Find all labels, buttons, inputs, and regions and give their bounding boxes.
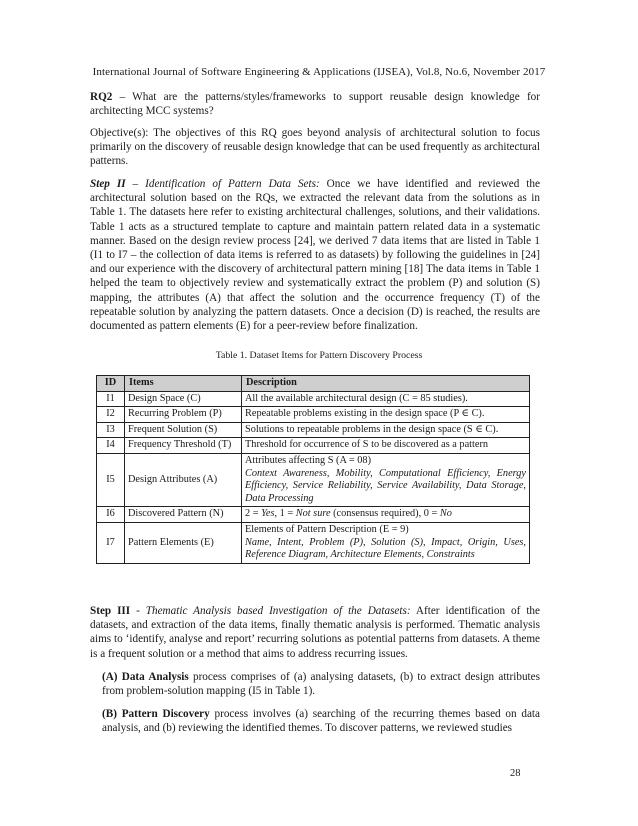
- desc-part: 2 =: [245, 508, 262, 520]
- row-id: I2: [97, 407, 125, 423]
- objective-paragraph: Objective(s): The objectives of this RQ goes beyond analysis of architectural solution to focus primarily on the discovery of reusable design knowledge that can be used frequently as architectural patterns.: [90, 127, 540, 168]
- rq2-text: – What are the patterns/styles/frameworks to support reusable design knowledge for architecting MCC systems?: [90, 91, 540, 118]
- header-description: Description: [242, 376, 530, 392]
- item-a-text: process comprises of (a) analysing datasets, (b) to extract design attributes from problem-solution mapping (I5 in Table 1).: [102, 671, 540, 698]
- desc-part-italic: No: [439, 508, 452, 520]
- journal-header: International Journal of Software Engineering & Applications (IJSEA), Vol.8, No.6, November 2017: [92, 66, 546, 78]
- desc-part-italic: Not sure: [295, 508, 331, 520]
- row-id: I4: [97, 438, 125, 454]
- row-description: Repeatable problems existing in the design space (P ∈ C).: [242, 407, 530, 423]
- step3-text: After identification of the datasets, and extraction of the data items, finally thematic analysis is performed. Thematic analysis aims to ‘identify, analyse and report’ recurring solutions as potential patterns from datasets. A theme is a frequent solution or a method that aims to address recurring issues.: [90, 605, 540, 660]
- step2-title: – Identification of Pattern Data Sets:: [125, 178, 320, 190]
- list-item-b: [102, 707, 540, 735]
- table-caption: Table 1. Dataset Items for Pattern Discovery Process: [215, 350, 423, 361]
- row-item: Frequency Threshold (T): [125, 438, 242, 454]
- header-id: ID: [97, 376, 125, 392]
- row-item: Pattern Elements (E): [125, 522, 242, 563]
- desc-part: , 1 =: [274, 508, 296, 520]
- desc-part-italic: Yes: [261, 508, 275, 520]
- row-id: I6: [97, 507, 125, 523]
- table-row: [97, 507, 530, 523]
- row-description: [242, 507, 530, 523]
- row-description: Threshold for occurrence of S to be discovered as a pattern: [242, 438, 530, 454]
- table-header-row: [97, 376, 530, 392]
- table-row: [97, 438, 530, 454]
- step2-paragraph: [90, 177, 540, 333]
- row-description: Solutions to repeatable problems in the design space (S ∈ C).: [242, 422, 530, 438]
- step2-label: Step II: [90, 178, 126, 190]
- item-a-label: (A) Data Analysis: [102, 671, 189, 683]
- row-item: Discovered Pattern (N): [125, 507, 242, 523]
- row-item: Recurring Problem (P): [125, 407, 242, 423]
- desc-part: (consensus required), 0 =: [330, 508, 440, 520]
- list-item-a: [102, 670, 540, 698]
- step3-paragraph: [90, 604, 540, 661]
- item-b-label: (B) Pattern Discovery: [102, 708, 210, 720]
- row-id: I3: [97, 422, 125, 438]
- item-b-text: process involves (a) searching of the recurring themes based on data analysis, and (b) reviewing the identified themes. To discover patterns, we reviewed studies: [102, 708, 540, 735]
- step2-text: Once we have identified and reviewed the architectural solution based on the RQs, we extracted the relevant data from the solutions as in Table 1. The datasets here refer to existing architectural challenges, solutions, and their validations. Table 1 acts as a structured template to capture and maintain pattern related data in a systematic manner. Based on the design review process [24], we derived 7 data items that are listed in Table 1 (I1 to I7 – the collection of data items is referred to as datasets) by following the guidelines in [24] and our experience with the discovery of architectural pattern mining [18] The data items in Table 1 helped the team to objectively review and systematically extract the problem (P) and solution (S) mapping, the attributes (A) that affect the solution and the occurrence frequency (T) of the repeatable solution by analyzing the pattern datasets. Once a decision (D) is reached, the results are documented as pattern elements (E) for a peer-review before finalization.: [90, 178, 540, 333]
- description-italic: Name, Intent, Problem (P), Solution (S), Impact, Origin, Uses, Reference Diagram, Architecture Elements, Constraints: [245, 536, 526, 561]
- row-description: All the available architectural design (C = 85 studies).: [242, 391, 530, 407]
- row-id: I1: [97, 391, 125, 407]
- step3-label: Step III: [90, 605, 131, 617]
- table-row: [97, 407, 530, 423]
- row-item: Frequent Solution (S): [125, 422, 242, 438]
- description-italic: Context Awareness, Mobility, Computational Efficiency, Energy Efficiency, Service Reliability, Service Availability, Data Storage, Data Processing: [245, 467, 526, 504]
- description-plain: Elements of Pattern Description (E = 9): [245, 523, 409, 535]
- rq2-paragraph: [90, 90, 540, 118]
- dataset-table: [96, 375, 530, 564]
- row-item: Design Attributes (A): [125, 453, 242, 506]
- row-description: [242, 453, 530, 506]
- header-items: Items: [125, 376, 242, 392]
- row-item: Design Space (C): [125, 391, 242, 407]
- table-row: [97, 422, 530, 438]
- row-id: I5: [97, 453, 125, 506]
- table-row: [97, 522, 530, 563]
- table-row: [97, 453, 530, 506]
- step3-title: - Thematic Analysis based Investigation of the Datasets:: [130, 605, 411, 617]
- rq2-label: RQ2: [90, 91, 113, 103]
- row-id: I7: [97, 522, 125, 563]
- page-number: 28: [510, 768, 521, 779]
- row-description: [242, 522, 530, 563]
- table-row: [97, 391, 530, 407]
- description-plain: Attributes affecting S (A = 08): [245, 454, 372, 466]
